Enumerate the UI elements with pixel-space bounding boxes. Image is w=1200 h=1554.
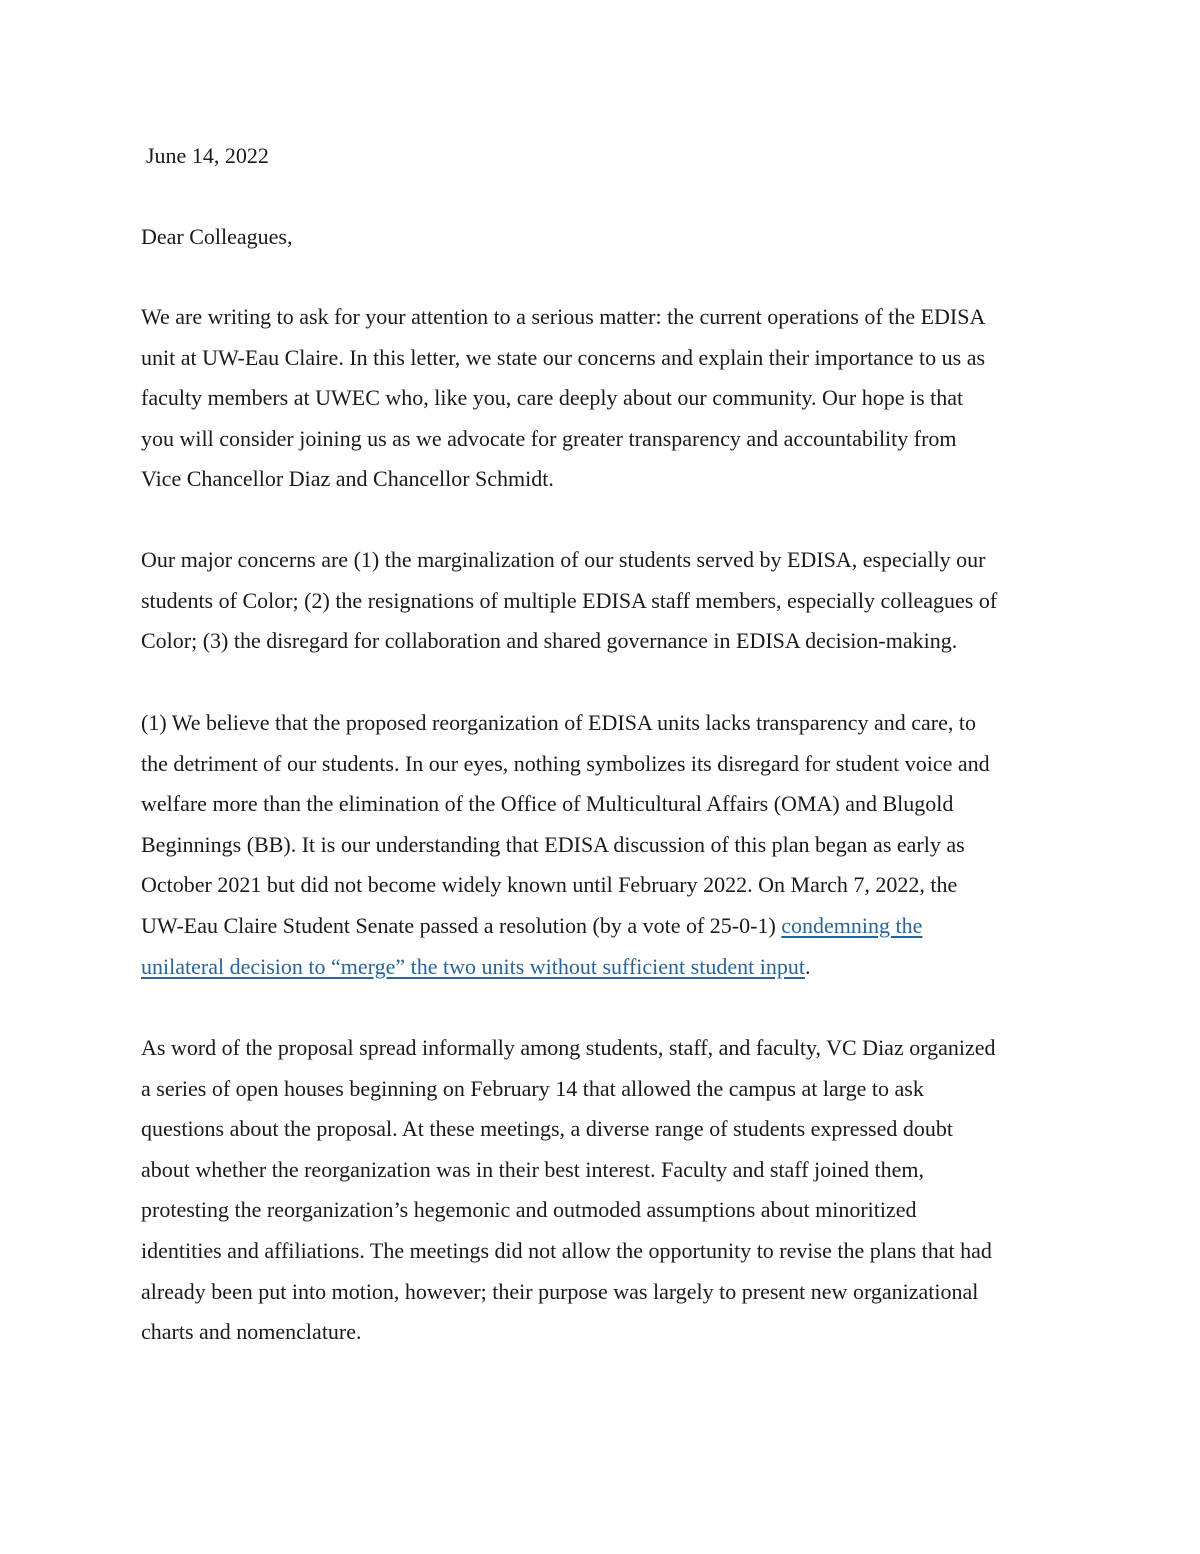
text-line: Vice Chancellor Diaz and Chancellor Schmidt. <box>141 466 554 492</box>
text-line-with-link <box>141 906 1071 947</box>
text-line: As word of the proposal spread informally among students, staff, and faculty, VC Diaz organized <box>141 1035 996 1060</box>
text-line: We are writing to ask for your attention to a serious matter: the current operations of the EDISA <box>141 304 986 329</box>
text-line: Beginnings (BB). It is our understanding that EDISA discussion of this plan began as early as <box>141 831 965 857</box>
text-line: October 2021 but did not become widely known until February 2022. On March 7, 2022, the <box>141 872 958 898</box>
text-line: identities and affiliations. The meetings did not allow the opportunity to revise the plans that had <box>141 1237 992 1263</box>
letter-salutation: Dear Colleagues, <box>141 224 293 249</box>
text-line: questions about the proposal. At these meetings, a diverse range of students expressed doubt <box>141 1116 953 1142</box>
text-line: you will consider joining us as we advocate for greater transparency and accountability from <box>141 425 957 451</box>
text-line: welfare more than the elimination of the Office of Multicultural Affairs (OMA) and Blugold <box>141 791 954 817</box>
text-line: the detriment of our students. In our eyes, nothing symbolizes its disregard for student voice and <box>141 750 990 776</box>
text-line: students of Color; (2) the resignations of multiple EDISA staff members, especially colleagues of <box>141 587 998 613</box>
letter-date: June 14, 2022 <box>146 143 269 168</box>
end-punctuation: . <box>804 953 811 979</box>
student-senate-resolution-link-continued[interactable]: unilateral decision to “merge” the two units without sufficient student input <box>141 953 805 979</box>
text-line: protesting the reorganization’s hegemonic and outmoded assumptions about minoritized <box>141 1197 917 1223</box>
paragraph-major-concerns <box>141 540 1071 662</box>
text-line: charts and nomenclature. <box>141 1319 362 1345</box>
paragraph-open-houses <box>141 1028 1071 1353</box>
text-line: a series of open houses beginning on February 14 that allowed the campus at large to ask <box>141 1075 924 1101</box>
line-text: UW-Eau Claire Student Senate passed a resolution (by a vote of 25-0-1) <box>141 912 782 938</box>
text-line: unit at UW-Eau Claire. In this letter, we state our concerns and explain their importance to us as <box>141 344 986 370</box>
paragraph-introduction <box>141 297 1071 500</box>
text-line: (1) We believe that the proposed reorganization of EDISA units lacks transparency and care, to <box>141 710 976 735</box>
text-line: Our major concerns are (1) the marginalization of our students served by EDISA, especially our <box>141 547 986 572</box>
text-line: Color; (3) the disregard for collaboration and shared governance in EDISA decision-making. <box>141 628 958 654</box>
text-line: about whether the reorganization was in their best interest. Faculty and staff joined them, <box>141 1156 925 1182</box>
paragraph-reorganization <box>141 703 1071 987</box>
text-line: faculty members at UWEC who, like you, care deeply about our community. Our hope is that <box>141 385 964 411</box>
student-senate-resolution-link[interactable]: condemning the <box>781 912 923 938</box>
text-line: already been put into motion, however; their purpose was largely to present new organizational <box>141 1278 979 1304</box>
text-line-with-link <box>141 947 1071 988</box>
